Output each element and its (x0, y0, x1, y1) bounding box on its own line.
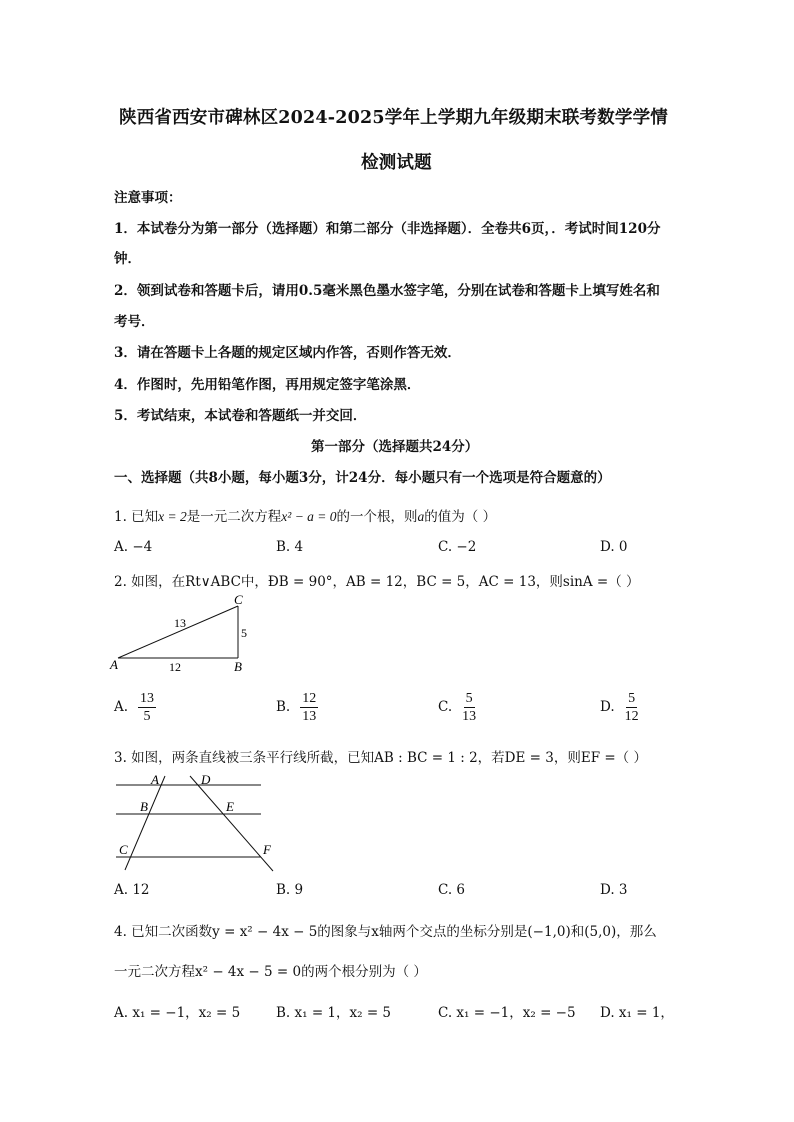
q4-option-a: A. x₁ = −1，x₂ = 5 (114, 1005, 241, 1021)
q1-option-a: A. −4 (114, 539, 153, 555)
notice-heading: 注意事项： (114, 190, 182, 206)
paper-title-line-1: 陕西省西安市碑林区2024-2025学年上学期九年级期末联考数学学情 (119, 108, 668, 128)
q1-math-c: a (417, 509, 425, 524)
q2-option-d-fraction (625, 690, 639, 725)
q2-label-leg-h: 12 (169, 660, 181, 674)
paper-title-line-2: 检测试题 (361, 153, 432, 173)
q2-option-c-den: 13 (462, 709, 477, 724)
notice-line-5: 5．考试结束，本试卷和答题纸一并交回． (114, 408, 367, 424)
q2-option-a-fraction (138, 690, 156, 725)
q3-option-b: B. 9 (276, 882, 304, 898)
q2-option-b-num: 12 (302, 691, 317, 706)
question-4-line-2: 一元二次方程x² − 4x − 5 = 0的两个根分别为（ ） (114, 964, 427, 980)
q2-option-a-num: 13 (140, 691, 155, 706)
q1-text-c: 的一个根，则 (336, 509, 418, 525)
q1-option-d: D. 0 (600, 539, 628, 555)
q2-label-b: B (234, 659, 242, 674)
q2-option-d-num: 5 (628, 691, 636, 706)
notice-line-3: 3．请在答题卡上各题的规定区域内作答，否则作答无效． (114, 345, 461, 361)
q3-label-c: C (119, 842, 128, 857)
q2-option-b-den: 13 (302, 709, 317, 724)
question-4-line-1: 4. 已知二次函数y = x² − 4x − 5的图象与x轴两个交点的坐标分别是(−1,0)和(5,0)，那么 (114, 924, 657, 940)
q3-option-c: C. 6 (438, 882, 466, 898)
q1-option-b: B. 4 (276, 539, 304, 555)
q2-option-c (438, 690, 476, 725)
q3-option-a: A. 12 (114, 882, 150, 898)
q2-option-b-label: B. (276, 699, 291, 715)
q4-option-b: B. x₁ = 1，x₂ = 5 (276, 1005, 392, 1021)
q2-label-hyp: 13 (174, 616, 186, 630)
q2-option-d (600, 690, 639, 725)
q2-option-a-den: 5 (143, 709, 151, 724)
q3-label-b: B (140, 799, 148, 814)
q4-option-d: D. x₁ = 1， (600, 1005, 674, 1021)
q2-option-b-fraction (300, 690, 318, 725)
q1-text-a: 1. 已知 (114, 509, 159, 525)
q3-option-d: D. 3 (600, 882, 628, 898)
q2-option-a-label: A. (114, 699, 129, 715)
notice-line-4: 4．作图时，先用铅笔作图，再用规定签字笔涂黑． (114, 377, 421, 393)
q3-parallel-lines-figure (108, 768, 288, 874)
q2-option-d-den: 12 (624, 709, 639, 724)
q2-option-b (276, 690, 318, 725)
part-heading: 第一部分（选择题共24分） (311, 439, 479, 455)
q2-option-c-fraction (462, 690, 476, 725)
q2-option-d-label: D. (600, 699, 615, 715)
q3-label-d: D (201, 772, 211, 787)
q2-triangle-figure (108, 590, 268, 676)
question-2: 2. 如图，在Rt∨ABC中，ÐB = 90°，AB = 12，BC = 5，AC = 13，则sinA =（ ） (114, 574, 640, 590)
q2-label-c: C (234, 592, 243, 607)
q2-option-c-label: C. (438, 699, 453, 715)
q1-text-d: 的值为（ ） (424, 509, 497, 525)
section-heading: 一、选择题（共8小题，每小题3分，计24分．每小题只有一个选项是符合题意的） (114, 470, 611, 486)
notice-line-2-cont: 考号． (114, 314, 155, 330)
notice-line-2: 2．领到试卷和答题卡后，请用0.5毫米黑色墨水签字笔，分别在试卷和答题卡上填写姓名和 (114, 283, 660, 299)
notice-line-1-cont: 钟． (114, 251, 141, 267)
q2-label-leg-v: 5 (241, 626, 247, 640)
q3-label-f: F (263, 842, 271, 857)
q1-math-b: x² − a = 0 (281, 509, 337, 524)
q2-label-a: A (110, 657, 118, 672)
q1-math-a: x = 2 (158, 509, 187, 524)
q2-option-c-num: 5 (465, 691, 473, 706)
q4-option-c: C. x₁ = −1，x₂ = −5 (438, 1005, 576, 1021)
q3-label-e: E (226, 799, 234, 814)
q1-option-c: C. −2 (438, 539, 477, 555)
q2-option-a (114, 690, 156, 725)
q3-label-a: A (151, 772, 159, 787)
q1-text-b: 是一元二次方程 (186, 509, 282, 525)
notice-line-1: 1．本试卷分为第一部分（选择题）和第二部分（非选择题）．全卷共6页，．考试时间120分 (114, 221, 661, 237)
question-1 (114, 505, 496, 525)
question-3: 3. 如图，两条直线被三条平行线所截，已知AB : BC = 1 : 2，若DE = 3，则EF =（ ） (114, 750, 647, 766)
